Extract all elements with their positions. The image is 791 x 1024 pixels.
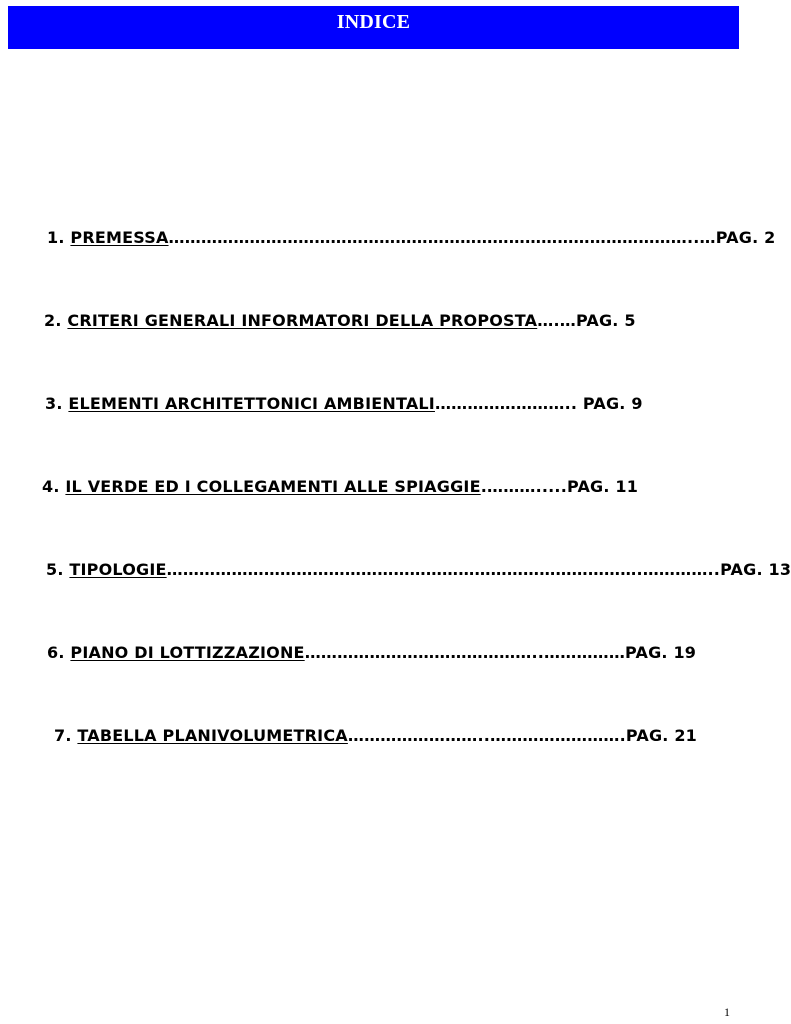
toc-entry-leader: ……………………………………………………………………………………..… bbox=[168, 228, 716, 247]
toc-entry-6 bbox=[47, 643, 696, 663]
title-bar bbox=[8, 6, 739, 49]
page-title: INDICE bbox=[336, 11, 411, 33]
toc-entry-5 bbox=[46, 560, 791, 580]
toc-entry-label: TIPOLOGIE bbox=[69, 560, 167, 579]
toc-entry-leader: ….… bbox=[537, 311, 576, 330]
toc-entry-label: CRITERI GENERALI INFORMATORI DELLA PROPOSTA bbox=[67, 311, 538, 330]
toc-entry-number: 7. bbox=[54, 726, 72, 745]
toc-entry-page: PAG. 21 bbox=[625, 726, 698, 745]
toc-entry-leader: …………………….. bbox=[434, 394, 583, 413]
toc-entry-number: 6. bbox=[47, 643, 65, 662]
toc-entry-page: PAG. 9 bbox=[582, 394, 643, 413]
toc-entry-number: 5. bbox=[46, 560, 64, 579]
toc-entry-page: PAG. 2 bbox=[715, 228, 776, 247]
toc-entry-7 bbox=[54, 726, 697, 746]
page-number: 1 bbox=[724, 1005, 730, 1019]
toc-entry-number: 2. bbox=[44, 311, 62, 330]
toc-entry-leader: …………………………………………………………………………….………….. bbox=[166, 560, 721, 579]
toc-entry-4 bbox=[42, 477, 638, 497]
toc-entry-label: TABELLA PLANIVOLUMETRICA bbox=[77, 726, 348, 745]
toc-entry-page: PAG. 11 bbox=[567, 477, 639, 496]
toc-entry-3 bbox=[45, 394, 643, 414]
toc-entry-2 bbox=[44, 311, 636, 331]
toc-entry-label: ELEMENTI ARCHITETTONICI AMBIENTALI bbox=[68, 394, 435, 413]
toc-entry-page: PAG. 5 bbox=[575, 311, 636, 330]
toc-entry-label: IL VERDE ED I COLLEGAMENTI ALLE SPIAGGIE bbox=[65, 477, 481, 496]
toc-entry-page: PAG. 13 bbox=[720, 560, 791, 579]
toc-entry-number: 1. bbox=[47, 228, 65, 247]
toc-entry-leader: .………..... bbox=[480, 477, 567, 496]
toc-entry-page: PAG. 19 bbox=[625, 643, 697, 662]
toc-entry-number: 3. bbox=[45, 394, 63, 413]
toc-entry-leader: ……………………..……………………. bbox=[347, 726, 626, 745]
toc-entry-number: 4. bbox=[42, 477, 60, 496]
toc-entry-label: PIANO DI LOTTIZZAZIONE bbox=[70, 643, 305, 662]
toc-entry-leader: ……………………………………..…………… bbox=[304, 643, 626, 662]
toc-entry-1 bbox=[47, 228, 775, 248]
toc-entry-label: PREMESSA bbox=[70, 228, 169, 247]
